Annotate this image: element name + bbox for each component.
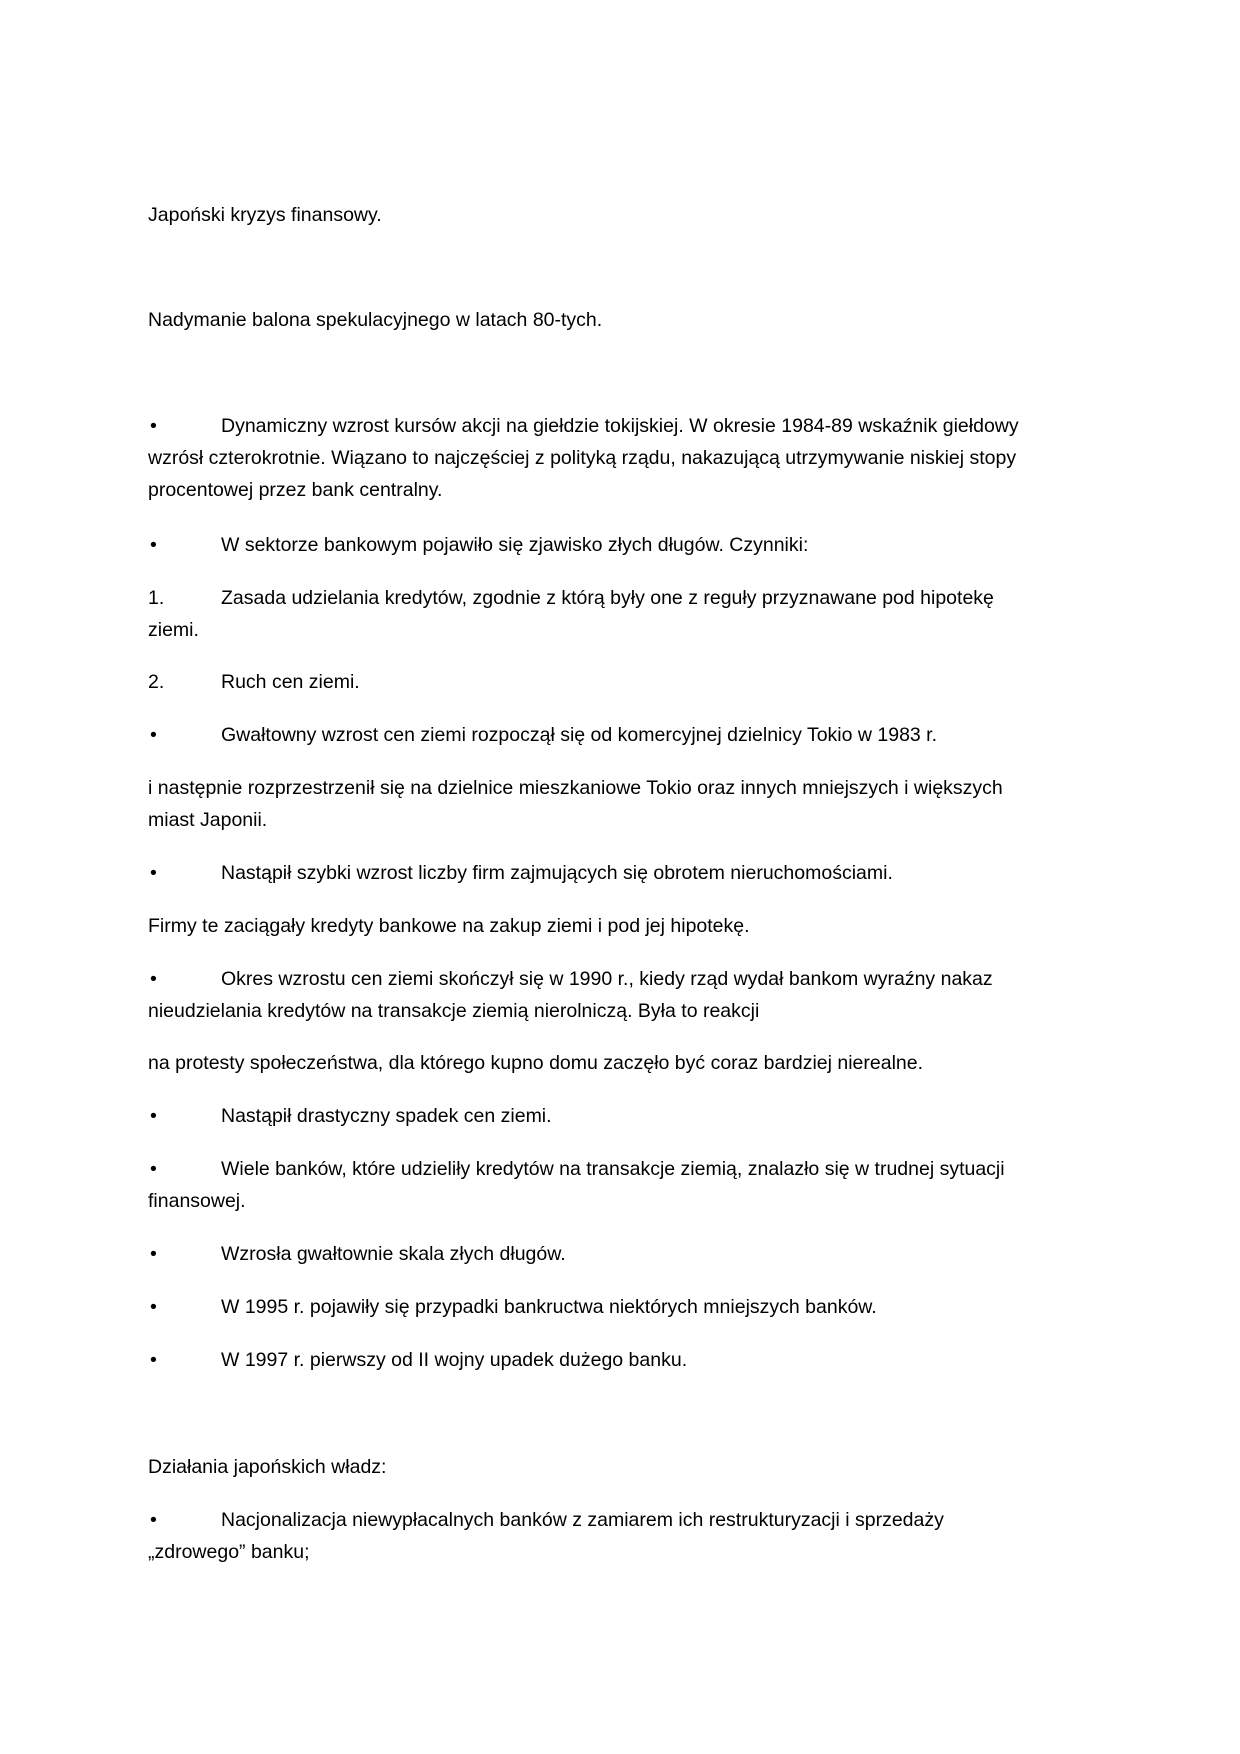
paragraph-line: miast Japonii. — [148, 809, 268, 831]
numbered-text: Zasada udzielania kredytów, zgodnie z którą były one z reguły przyznawane pod hipotekę — [221, 587, 994, 609]
paragraph-line: na protesty społeczeństwa, dla którego kupno domu zaczęło być coraz bardziej nierealne. — [148, 1052, 924, 1074]
number-marker: 1. — [148, 587, 165, 609]
bullet-text: Nastąpił drastyczny spadek cen ziemi. — [221, 1105, 552, 1127]
bullet-text: W 1995 r. pojawiły się przypadki bankructwa niektórych mniejszych banków. — [221, 1296, 877, 1318]
bullet-marker: • — [150, 1105, 157, 1127]
bullet-text: Wiele banków, które udzieliły kredytów na transakcje ziemią, znalazło się w trudnej sytuacji — [221, 1158, 1005, 1180]
bullet-marker: • — [150, 862, 157, 884]
bullet-item — [148, 857, 1088, 889]
bullet-item — [148, 410, 1088, 442]
bullet-item — [148, 1504, 1088, 1536]
section-heading-speculative-bubble: Nadymanie balona spekulacyjnego w latach 80-tych. — [148, 309, 603, 331]
bullet-marker: • — [150, 415, 157, 437]
number-marker: 2. — [148, 671, 165, 693]
bullet-continuation: wzrósł czterokrotnie. Wiązano to najczęściej z polityką rządu, nakazującą utrzymywanie niskiej stopy — [148, 447, 1017, 469]
bullet-continuation: finansowej. — [148, 1190, 246, 1212]
bullet-item — [148, 1153, 1088, 1185]
bullet-text: Nastąpił szybki wzrost liczby firm zajmujących się obrotem nieruchomościami. — [221, 862, 893, 884]
bullet-item — [148, 1344, 1088, 1376]
numbered-item — [148, 666, 1088, 698]
bullet-text: Gwałtowny wzrost cen ziemi rozpoczął się od komercyjnej dzielnicy Tokio w 1983 r. — [221, 724, 938, 746]
bullet-text: W sektorze bankowym pojawiło się zjawisko złych długów. Czynniki: — [221, 534, 809, 556]
bullet-marker: • — [150, 1243, 157, 1265]
paragraph-line: Firmy te zaciągały kredyty bankowe na zakup ziemi i pod jej hipotekę. — [148, 915, 750, 937]
bullet-text: Nacjonalizacja niewypłacalnych banków z zamiarem ich restrukturyzacji i sprzedaży — [221, 1509, 944, 1531]
bullet-continuation: nieudzielania kredytów na transakcje ziemią nierolniczą. Była to reakcji — [148, 1000, 760, 1022]
bullet-continuation: „zdrowego” banku; — [148, 1541, 310, 1563]
bullet-marker: • — [150, 1158, 157, 1180]
section-heading-authorities-actions: Działania japońskich władz: — [148, 1456, 387, 1478]
bullet-marker: • — [150, 968, 157, 990]
numbered-item — [148, 582, 1088, 614]
bullet-item — [148, 1291, 1088, 1323]
numbered-continuation: ziemi. — [148, 619, 199, 641]
bullet-text: Wzrosła gwałtownie skala złych długów. — [221, 1243, 566, 1265]
bullet-item — [148, 1100, 1088, 1132]
document-title: Japoński kryzys finansowy. — [148, 204, 382, 226]
bullet-item — [148, 1238, 1088, 1270]
bullet-item — [148, 719, 1088, 751]
paragraph-line: i następnie rozprzestrzenił się na dzielnice mieszkaniowe Tokio oraz innych mniejszych i większych — [148, 777, 1003, 799]
bullet-item — [148, 529, 1088, 561]
bullet-marker: • — [150, 534, 157, 556]
numbered-text: Ruch cen ziemi. — [221, 671, 360, 693]
bullet-marker: • — [150, 1509, 157, 1531]
bullet-continuation: procentowej przez bank centralny. — [148, 479, 443, 501]
bullet-marker: • — [150, 724, 157, 746]
bullet-marker: • — [150, 1296, 157, 1318]
bullet-marker: • — [150, 1349, 157, 1371]
bullet-text: Okres wzrostu cen ziemi skończył się w 1990 r., kiedy rząd wydał bankom wyraźny nakaz — [221, 968, 993, 990]
bullet-text: Dynamiczny wzrost kursów akcji na giełdzie tokijskiej. W okresie 1984-89 wskaźnik giełdowy — [221, 415, 1019, 437]
bullet-text: W 1997 r. pierwszy od II wojny upadek dużego banku. — [221, 1349, 688, 1371]
bullet-item — [148, 963, 1088, 995]
